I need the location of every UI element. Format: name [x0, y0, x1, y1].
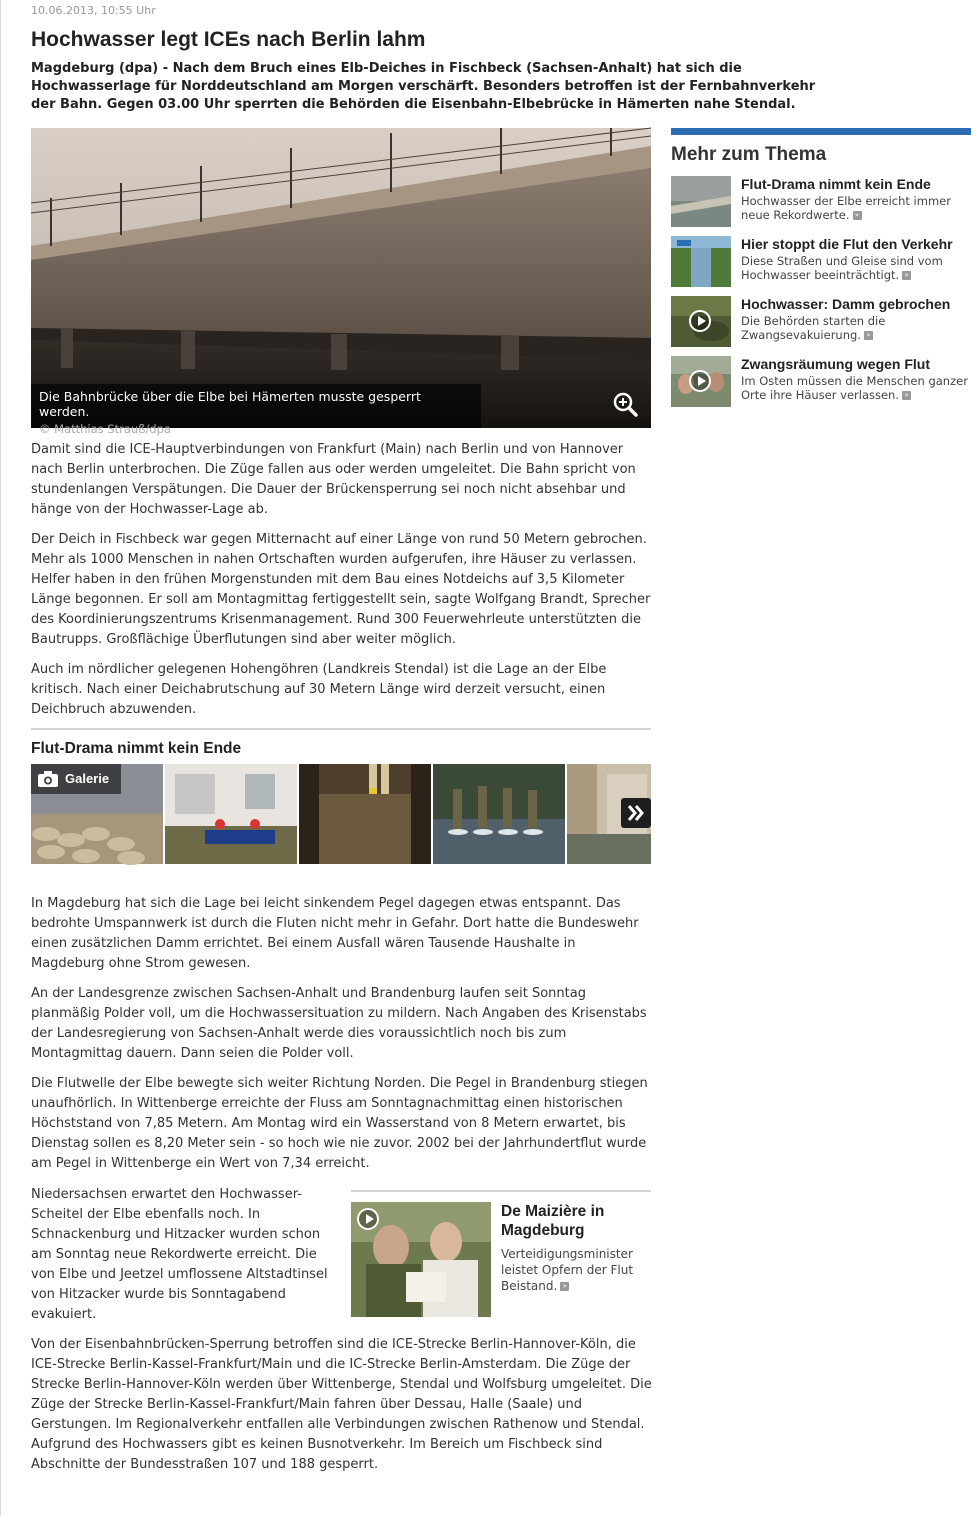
- sidebar-item-thumb[interactable]: [671, 176, 731, 227]
- arrow-right-icon[interactable]: »: [902, 271, 911, 280]
- arrow-right-icon[interactable]: »: [864, 331, 873, 340]
- play-icon: [357, 1208, 379, 1230]
- inline-video-desc-text: Verteidigungsminister leistet Opfern der Flut Beistand.: [501, 1247, 634, 1293]
- sidebar-item-title[interactable]: Hier stoppt die Flut den Verkehr: [741, 236, 953, 252]
- gallery-thumb[interactable]: [299, 764, 431, 864]
- sidebar-item-desc: [741, 314, 976, 342]
- gallery-thumb[interactable]: [433, 764, 565, 864]
- paragraph: Die Flutwelle der Elbe bewegte sich weiter Richtung Norden. Die Pegel in Brandenburg stiegen unaufhörlich. In Wittenberge erreichte der Fluss am Sonntagnachmittag einen historischen Höchststand von 7,85 Metern. Am Montag wird ein Wasserstand von 8 Metern erwartet, bis Dienstag sollen es 8,20 Meter sein - so hoch wie nie zuvor. 2002 bei der Jahrhundertflut wurde am Pegel in Wittenberge ein Wert von 7,34 erreicht.: [31, 1076, 648, 1171]
- hero-caption-text: Die Bahnbrücke über die Elbe bei Hämerten musste gesperrt werden.: [39, 389, 421, 419]
- sidebar-item[interactable]: [671, 236, 976, 288]
- article-headline: Hochwasser legt ICEs nach Berlin lahm: [31, 28, 426, 51]
- sidebar-title: Mehr zum Thema: [671, 144, 827, 165]
- sidebar-item-title[interactable]: Hochwasser: Damm gebrochen: [741, 296, 951, 312]
- hero-credit: © Matthias Strauß/dpa: [39, 422, 171, 436]
- divider: [31, 728, 651, 730]
- sidebar-item-desc-text: Die Behörden starten die Zwangsevakuierung.: [741, 314, 886, 342]
- sidebar-item-thumb[interactable]: [671, 356, 731, 407]
- camera-icon: [37, 770, 59, 788]
- video-thumbnail[interactable]: [351, 1202, 491, 1317]
- gallery-badge-label: Galerie: [65, 771, 110, 786]
- play-icon: [689, 310, 711, 332]
- gallery-title[interactable]: Flut-Drama nimmt kein Ende: [31, 740, 242, 757]
- sidebar-item-desc: [741, 254, 976, 282]
- sidebar-item-desc-text: Diese Straßen und Gleise sind vom Hochwasser beeinträchtigt.: [741, 254, 943, 282]
- paragraph: Damit sind die ICE-Hauptverbindungen von Frankfurt (Main) nach Berlin und von Hannover nach Berlin unterbrochen. Die Züge fallen aus oder werden umgeleitet. Die Bahn spricht von stundenlangen Verspätungen. Die Dauer der Brückensperrung sei noch nicht absehbar und hänge von der Hochwasser-Lage ab.: [31, 442, 636, 517]
- gallery-badge[interactable]: [31, 764, 121, 794]
- sidebar-item-desc-text: Hochwasser der Elbe erreicht immer neue Rekordwerte.: [741, 194, 951, 222]
- gallery-next-button[interactable]: [621, 798, 651, 828]
- sidebar-item-desc: [741, 374, 976, 402]
- sidebar-item[interactable]: [671, 176, 976, 228]
- divider: [351, 1190, 651, 1192]
- paragraph: Auch im nördlicher gelegenen Hohengöhren (Landkreis Stendal) ist die Lage an der Elbe kritisch. Nach einer Deichabrutschung auf 30 Metern Länge wird derzeit versucht, einen Deichbruch abzuwenden.: [31, 662, 607, 717]
- sidebar-item-desc: [741, 194, 976, 222]
- arrow-right-icon[interactable]: »: [560, 1282, 569, 1291]
- paragraph: An der Landesgrenze zwischen Sachsen-Anhalt und Brandenburg laufen seit Sonntag planmäßig Polder voll, um die Hochwassersituation zu mildern. Nach Angaben des Krisenstabs der Landesregierung von Sachsen-Anhalt werde dies voraussichtlich noch bis zum Montagmittag dauern. Dann seien die Polder voll.: [31, 986, 647, 1061]
- sidebar-item-thumb[interactable]: [671, 296, 731, 347]
- paragraph: Der Deich in Fischbeck war gegen Mitternacht auf einer Länge von rund 50 Metern gebrochen. Mehr als 1000 Menschen in nahen Ortschaften wurden aufgerufen, ihre Häuser zu verlassen. Helfer haben in den frühen Morgenstunden mit dem Bau eines Notdeichs auf 3,5 Kilometer Länge begonnen. Er soll am Montagmittag fertiggestellt sein, sagte Wolfgang Brandt, Sprecher des Koordinierungszentrums Krisenmanagement. Rund 300 Feuerwehrleute unterstützten die Bautrupps. Großflächige Überflutungen sind aber weiter möglich.: [31, 532, 651, 647]
- hero-image[interactable]: [31, 128, 651, 436]
- sidebar-item-title[interactable]: Flut-Drama nimmt kein Ende: [741, 176, 931, 192]
- sidebar-item[interactable]: [671, 296, 976, 348]
- sidebar-accent-bar: [671, 128, 971, 135]
- gallery-thumb[interactable]: [165, 764, 297, 864]
- paragraph: In Magdeburg hat sich die Lage bei leicht sinkendem Pegel dagegen etwas entspannt. Das bedrohte Umspannwerk ist durch die Fluten nicht mehr in Gefahr. Dort hatte die Bundeswehr einen zusätzlichen Damm errichtet. Bei einem Ausfall wären Tausende Haushalte in Magdeburg ohne Strom gewesen.: [31, 896, 639, 971]
- inline-video-title[interactable]: De Maizière in Magdeburg: [501, 1203, 605, 1239]
- bridge-photo: [31, 128, 651, 428]
- article-timestamp: 10.06.2013, 10:55 Uhr: [31, 4, 156, 17]
- page-left-border: [0, 0, 1, 1516]
- article-lead: Magdeburg (dpa) - Nach dem Bruch eines Elb-Deiches in Fischbeck (Sachsen-Anhalt) hat sich die Hochwasserlage für Norddeutschland am Morgen verschärft. Besonders betroffen ist der Fernbahnverkehr der Bahn. Gegen 03.00 Uhr sperrten die Behörden die Eisenbahn-Elbebrücke in Hämerten nahe Stendal.: [31, 61, 816, 112]
- arrow-right-icon[interactable]: »: [853, 211, 862, 220]
- inline-video-teaser[interactable]: [351, 1190, 651, 1320]
- arrow-right-icon[interactable]: »: [902, 391, 911, 400]
- magnifier-plus-icon[interactable]: [611, 390, 639, 418]
- article-body-1: [31, 440, 653, 720]
- sidebar-item-thumb[interactable]: [671, 236, 731, 287]
- article-body-2: [31, 894, 653, 1174]
- sidebar-item[interactable]: [671, 356, 976, 408]
- sidebar-item-title[interactable]: Zwangsräumung wegen Flut: [741, 356, 931, 372]
- double-chevron-right-icon: [621, 798, 651, 828]
- sidebar-item-desc-text: Im Osten müssen die Menschen ganzer Orte ihre Häuser verlassen.: [741, 374, 968, 402]
- photo-gallery[interactable]: [31, 764, 651, 864]
- play-icon: [689, 370, 711, 392]
- paragraph: Niedersachsen erwartet den Hochwasser-Scheitel der Elbe ebenfalls noch. In Schnackenburg und Hitzacker wurden schon am Sonntag neue Rekordwerte erreicht. Die von Elbe und Jeetzel umflossene Altstadtinsel von Hitzacker wurde bis Sonntagabend evakuiert.: [31, 1187, 328, 1322]
- inline-video-desc: [501, 1246, 651, 1294]
- paragraph: Von der Eisenbahnbrücken-Sperrung betroffen sind die ICE-Strecke Berlin-Hannover-Köln, die ICE-Strecke Berlin-Kassel-Frankfurt/Main und die IC-Strecke Berlin-Amsterdam. Die Züge der Strecke Berlin-Hannover-Köln werden über Wittenberge, Stendal und Wolfsburg umgeleitet. Die Züge der Strecke Berlin-Kassel-Frankfurt/Main fahren über Dessau, Halle (Saale) und Gerstungen. Im Regionalverkehr entfallen alle Verbindungen zwischen Rathenow und Stendal. Aufgrund des Hochwassers gibt es keinen Busnotverkehr. Im Bereich um Fischbeck sind Abschnitte der Bundesstraßen 107 und 188 gesperrt.: [31, 1337, 652, 1472]
- hero-caption: [31, 384, 481, 436]
